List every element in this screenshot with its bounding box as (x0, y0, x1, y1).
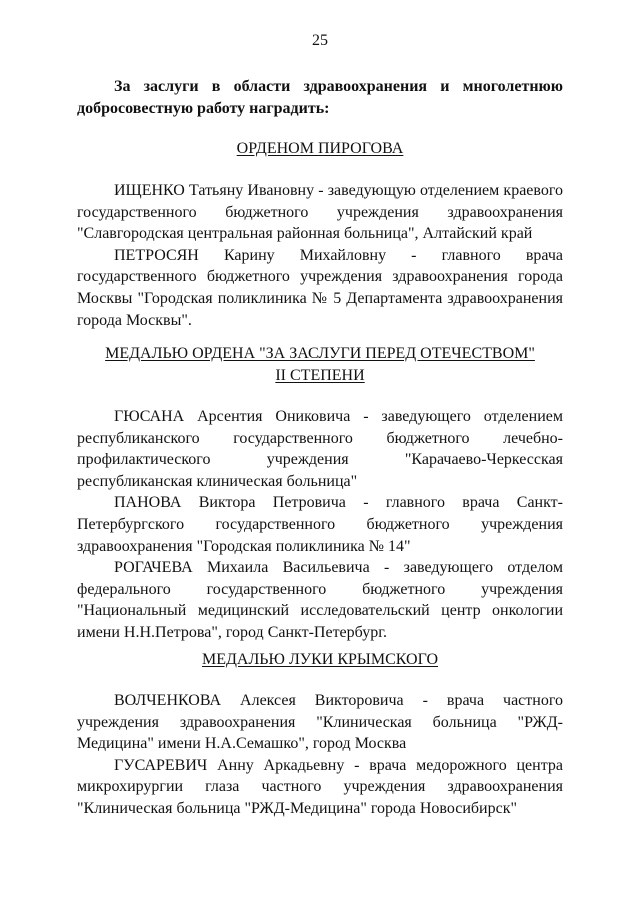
intro-text: За заслуги в области здравоохранения и многолетнюю добросовестную работу наградить: (77, 78, 563, 117)
heading-line: II СТЕПЕНИ (275, 367, 365, 384)
heading-line: МЕДАЛЬЮ ЛУКИ КРЫМСКОГО (201, 651, 438, 668)
section-body-medal-fatherland (77, 406, 563, 644)
award-paragraph: ГУСАРЕВИЧ Анну Аркадьевну - врача медорожного центра микрохирургии глаза частного учреждения здравоохранения "Клиническая больница "РЖД-Медицина" города Новосибирск" (77, 756, 563, 817)
award-paragraph: ПАНОВА Виктора Петровича - главного врача Санкт-Петербургского государственного бюджетного учреждения здравоохранения "Городская поликлиника № 14" (77, 494, 563, 555)
award-paragraph: ВОЛЧЕНКОВА Алексея Викторовича - врача частного учреждения здравоохранения "Клиническая больница "РЖД-Медицина" имени Н.А.Семашко", город Москва (77, 692, 563, 753)
page-number: 25 (312, 32, 328, 49)
section-heading-order-pirogov (60, 138, 580, 160)
heading-line: ОРДЕНОМ ПИРОГОВА (236, 140, 404, 157)
section-heading-medal-luka (60, 649, 580, 671)
section-body-medal-luka (77, 690, 563, 820)
award-paragraph: РОГАЧЕВА Михаила Васильевича - заведующего отделом федерального государственного бюджетного учреждения "Национальный медицинский исследовательский центр онкологии имени Н.Н.Петрова", город Санкт-Петербург. (77, 559, 563, 641)
award-paragraph: ПЕТРОСЯН Карину Михайловну - главного врача государственного бюджетного учреждения здравоохранения города Москвы "Городская поликлиника № 5 Департамента здравоохранения города Москвы". (77, 246, 563, 329)
heading-line: МЕДАЛЬЮ ОРДЕНА "ЗА ЗАСЛУГИ ПЕРЕД ОТЕЧЕСТВОМ" (105, 345, 535, 362)
award-paragraph: ИЩЕНКО Татьяну Ивановну - заведующую отделением краевого государственного бюджетного учреждения здравоохранения "Славгородская центральная районная больница", Алтайский край (77, 182, 563, 243)
section-body-order-pirogov (77, 180, 563, 331)
section-heading-medal-fatherland (60, 343, 580, 387)
award-paragraph: ГЮСАНА Арсентия Ониковича - заведующего отделением республиканского государственного бюджетного лечебно-профилактического учреждения "Карачаево-Черкесская республиканская клиническая больница" (77, 408, 563, 490)
